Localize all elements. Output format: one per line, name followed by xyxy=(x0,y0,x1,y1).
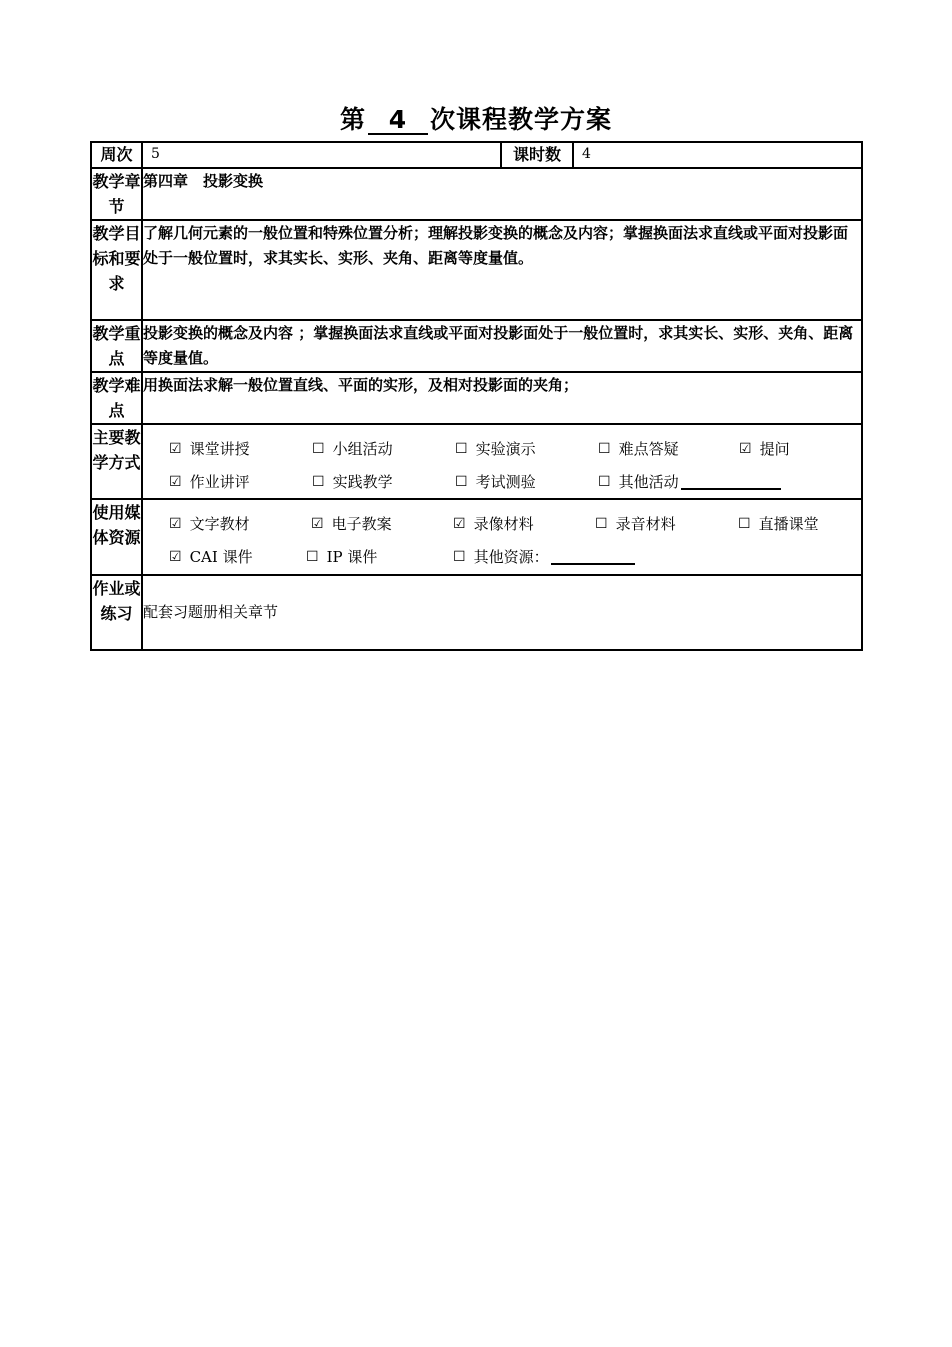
checkbox-icon[interactable]: ☑ xyxy=(739,440,752,457)
checkbox-icon[interactable]: ☐ xyxy=(312,440,325,457)
option-ip-courseware[interactable]: ☐ IP 课件 xyxy=(306,548,378,566)
media-row-2 xyxy=(169,540,861,573)
option-live-classroom[interactable]: ☐ 直播课堂 xyxy=(738,515,819,533)
lesson-plan-table xyxy=(90,141,863,651)
option-practice-teaching[interactable]: ☐ 实践教学 xyxy=(312,473,393,491)
option-other-resources[interactable]: ☐ 其他资源： xyxy=(453,546,635,567)
week-label: 周次 xyxy=(91,142,142,168)
hours-label: 课时数 xyxy=(501,142,573,168)
title-prefix: 第 xyxy=(339,105,366,134)
option-audio-materials[interactable]: ☐ 录音材料 xyxy=(595,515,676,533)
other-resources-blank[interactable] xyxy=(551,549,635,565)
difficulties-value[interactable]: 用换面法求解一般位置直线、平面的实形，及相对投影面的夹角； xyxy=(142,372,862,424)
checkbox-icon[interactable]: ☐ xyxy=(306,548,319,565)
media-cell xyxy=(142,499,862,575)
media-row-1 xyxy=(169,507,861,540)
media-label: 使用媒体资源 xyxy=(91,499,142,575)
hours-value[interactable]: 4 xyxy=(573,142,862,168)
checkbox-icon[interactable]: ☐ xyxy=(455,473,468,490)
methods-row-1 xyxy=(169,432,861,465)
checkbox-icon[interactable]: ☐ xyxy=(738,515,751,532)
option-text-materials[interactable]: ☑ 文字教材 xyxy=(169,515,250,533)
homework-value[interactable]: 配套习题册相关章节 xyxy=(142,575,862,650)
chapter-value[interactable]: 第四章 投影变换 xyxy=(142,168,862,220)
objectives-value[interactable]: 了解几何元素的一般位置和特殊位置分析；理解投影变换的概念及内容；掌握换面法求直线或平面对投影面处于一般位置时，求其实长、实形、夹角、距离等度量值。 xyxy=(142,220,862,320)
page-title xyxy=(0,100,952,136)
checkbox-icon[interactable]: ☐ xyxy=(312,473,325,490)
checkbox-icon[interactable]: ☐ xyxy=(595,515,608,532)
option-experiment-demo[interactable]: ☐ 实验演示 xyxy=(455,440,536,458)
checkbox-icon[interactable]: ☑ xyxy=(453,515,466,532)
checkbox-icon[interactable]: ☑ xyxy=(169,515,182,532)
lesson-number[interactable]: 4 xyxy=(368,107,428,135)
option-exam-test[interactable]: ☐ 考试测验 xyxy=(455,473,536,491)
checkbox-icon[interactable]: ☑ xyxy=(169,473,182,490)
checkbox-icon[interactable]: ☑ xyxy=(169,440,182,457)
option-difficulty-qa[interactable]: ☐ 难点答疑 xyxy=(598,440,679,458)
option-cai-courseware[interactable]: ☑ CAI 课件 xyxy=(169,548,253,566)
checkbox-icon[interactable]: ☐ xyxy=(598,473,611,490)
checkbox-icon[interactable]: ☐ xyxy=(455,440,468,457)
homework-label: 作业或练习 xyxy=(91,575,142,650)
difficulties-label: 教学难点 xyxy=(91,372,142,424)
option-group-activity[interactable]: ☐ 小组活动 xyxy=(312,440,393,458)
checkbox-icon[interactable]: ☐ xyxy=(453,548,466,565)
methods-cell xyxy=(142,424,862,499)
methods-row-2 xyxy=(169,465,861,498)
checkbox-icon[interactable]: ☑ xyxy=(169,548,182,565)
other-activities-blank[interactable] xyxy=(681,474,781,490)
chapter-label: 教学章节 xyxy=(91,168,142,220)
option-homework-review[interactable]: ☑ 作业讲评 xyxy=(169,473,250,491)
key-points-value[interactable]: 投影变换的概念及内容 ；掌握换面法求直线或平面对投影面处于一般位置时，求其实长、实形、夹角、距离等度量值。 xyxy=(142,320,862,372)
option-questioning[interactable]: ☑ 提问 xyxy=(739,440,790,458)
option-other-activities[interactable]: ☐ 其他活动 xyxy=(598,471,781,492)
option-video-materials[interactable]: ☑ 录像材料 xyxy=(453,515,534,533)
objectives-label: 教学目标和要求 xyxy=(91,220,142,320)
week-value[interactable]: 5 xyxy=(142,142,501,168)
title-suffix: 次课程教学方案 xyxy=(430,105,613,134)
methods-label: 主要教学方式 xyxy=(91,424,142,499)
checkbox-icon[interactable]: ☑ xyxy=(311,515,324,532)
option-lecture[interactable]: ☑ 课堂讲授 xyxy=(169,440,250,458)
key-points-label: 教学重点 xyxy=(91,320,142,372)
checkbox-icon[interactable]: ☐ xyxy=(598,440,611,457)
option-e-lesson-plan[interactable]: ☑ 电子教案 xyxy=(311,515,392,533)
